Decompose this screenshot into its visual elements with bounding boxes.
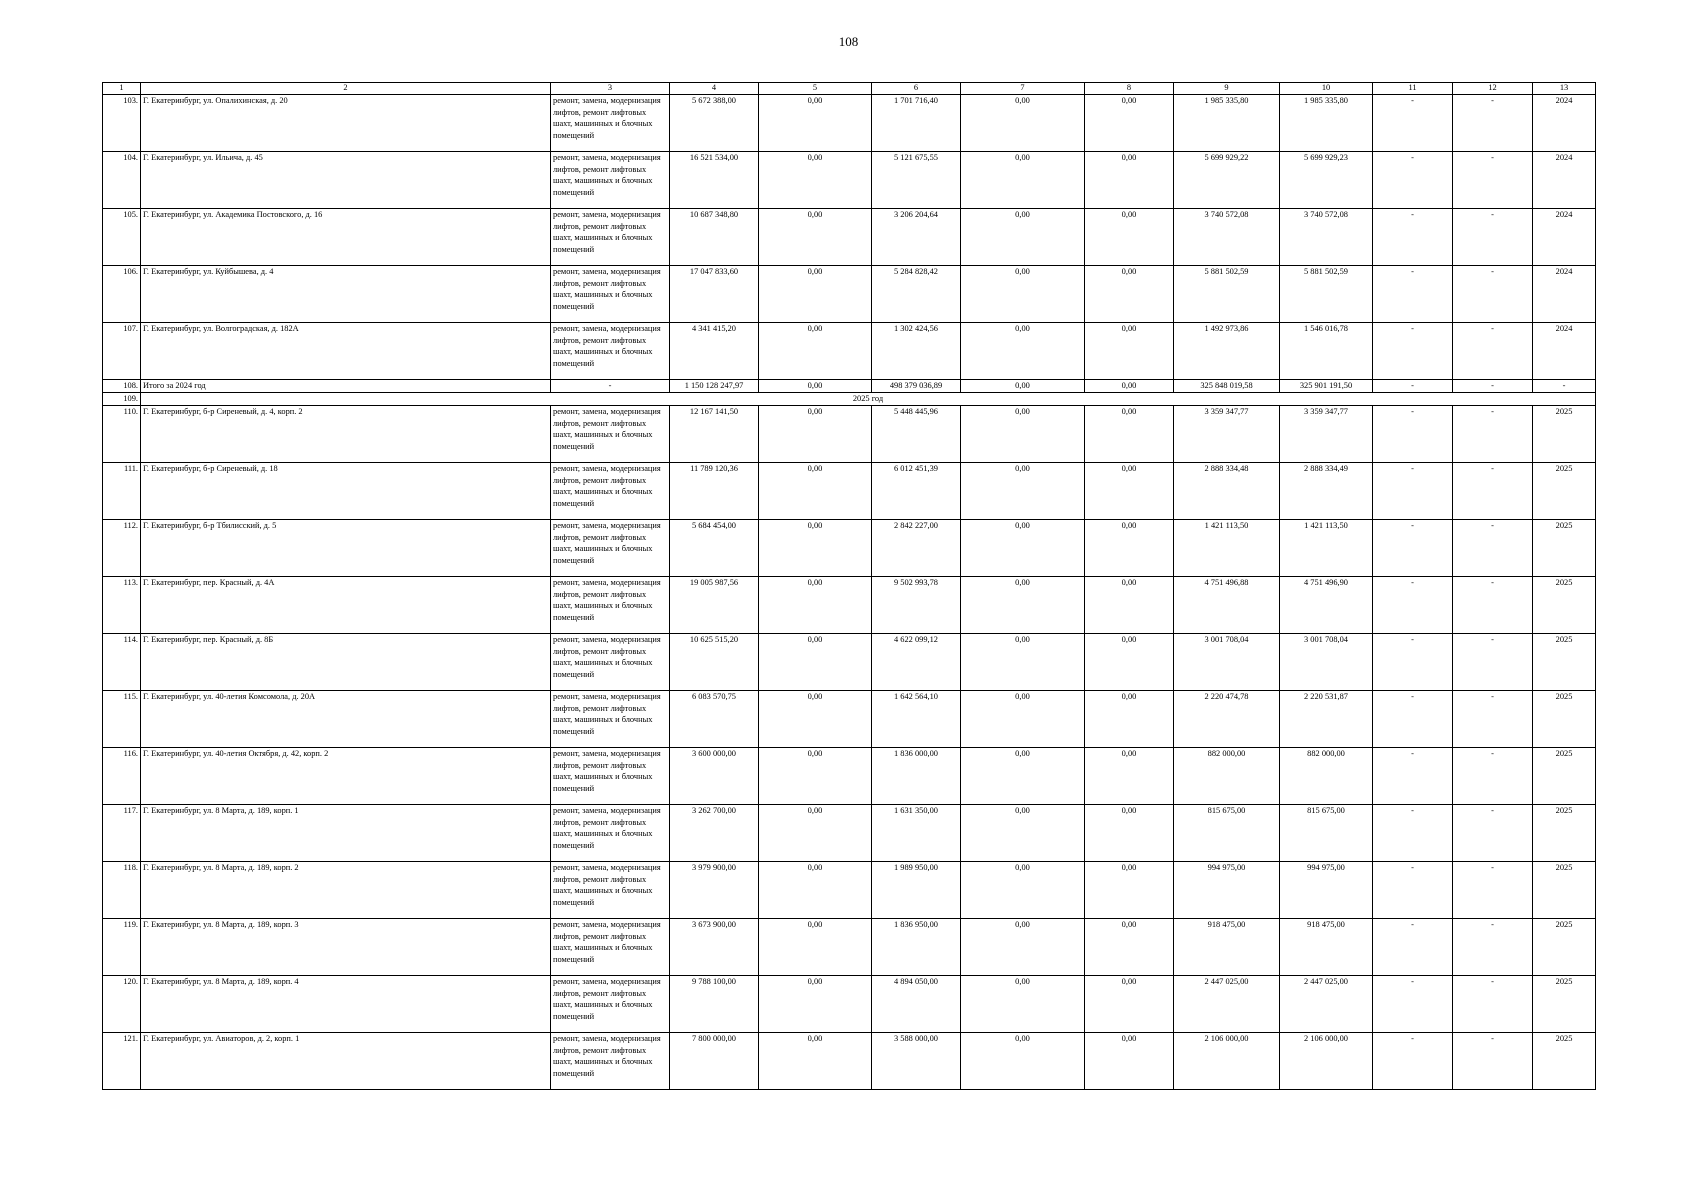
value-cell: - <box>1453 862 1533 919</box>
value-cell: 2 888 334,49 <box>1280 463 1373 520</box>
total-cell: - <box>1373 380 1453 393</box>
work-type-cell: ремонт, замена, модернизация лифтов, ремонт лифтовых шахт, машинных и блочных помещений <box>551 209 670 266</box>
column-header: 8 <box>1085 83 1174 95</box>
row-number: 109. <box>103 393 141 406</box>
year-cell: 2025 <box>1533 577 1596 634</box>
address-cell: Г. Екатеринбург, ул. Академика Постовского, д. 16 <box>141 209 551 266</box>
value-cell: 2 220 531,87 <box>1280 691 1373 748</box>
year-cell: 2025 <box>1533 976 1596 1033</box>
cost-total-cell: 3 600 000,00 <box>670 748 759 805</box>
value-cell: 918 475,00 <box>1174 919 1280 976</box>
value-cell: - <box>1373 976 1453 1033</box>
value-cell: 3 206 204,64 <box>872 209 961 266</box>
row-number: 115. <box>103 691 141 748</box>
value-cell: 815 675,00 <box>1174 805 1280 862</box>
rows-2025 <box>103 406 1596 1090</box>
value-cell: - <box>1373 577 1453 634</box>
cost-total-cell: 4 341 415,20 <box>670 323 759 380</box>
value-cell: 1 836 000,00 <box>872 748 961 805</box>
value-cell: 0,00 <box>961 976 1085 1033</box>
row-number: 106. <box>103 266 141 323</box>
value-cell: 0,00 <box>1085 323 1174 380</box>
value-cell: 5 121 675,55 <box>872 152 961 209</box>
year-cell: 2025 <box>1533 406 1596 463</box>
total-cell: 325 848 019,58 <box>1174 380 1280 393</box>
address-cell: Г. Екатеринбург, ул. 8 Марта, д. 189, корп. 4 <box>141 976 551 1033</box>
table-row <box>103 577 1596 634</box>
value-cell: - <box>1453 691 1533 748</box>
value-cell: 0,00 <box>961 323 1085 380</box>
table-row <box>103 323 1596 380</box>
total-work-type: - <box>551 380 670 393</box>
table-row <box>103 520 1596 577</box>
address-cell: Г. Екатеринбург, ул. Куйбышева, д. 4 <box>141 266 551 323</box>
value-cell: 0,00 <box>759 95 872 152</box>
value-cell: - <box>1453 266 1533 323</box>
value-cell: 9 502 993,78 <box>872 577 961 634</box>
year-cell: 2025 <box>1533 463 1596 520</box>
value-cell: 918 475,00 <box>1280 919 1373 976</box>
value-cell: 0,00 <box>759 748 872 805</box>
value-cell: - <box>1373 919 1453 976</box>
work-type-cell: ремонт, замена, модернизация лифтов, ремонт лифтовых шахт, машинных и блочных помещений <box>551 691 670 748</box>
total-cell: 0,00 <box>961 380 1085 393</box>
table-row <box>103 862 1596 919</box>
row-number: 118. <box>103 862 141 919</box>
column-header: 6 <box>872 83 961 95</box>
value-cell: 2 220 474,78 <box>1174 691 1280 748</box>
value-cell: - <box>1453 919 1533 976</box>
value-cell: 1 836 950,00 <box>872 919 961 976</box>
cost-total-cell: 5 684 454,00 <box>670 520 759 577</box>
value-cell: 1 642 564,10 <box>872 691 961 748</box>
value-cell: 3 001 708,04 <box>1174 634 1280 691</box>
value-cell: 1 421 113,50 <box>1174 520 1280 577</box>
value-cell: - <box>1453 1033 1533 1090</box>
value-cell: 5 284 828,42 <box>872 266 961 323</box>
value-cell: 3 359 347,77 <box>1174 406 1280 463</box>
value-cell: 882 000,00 <box>1280 748 1373 805</box>
row-number: 105. <box>103 209 141 266</box>
value-cell: 6 012 451,39 <box>872 463 961 520</box>
value-cell: 5 448 445,96 <box>872 406 961 463</box>
row-number: 119. <box>103 919 141 976</box>
value-cell: 0,00 <box>961 266 1085 323</box>
value-cell: - <box>1453 406 1533 463</box>
work-type-cell: ремонт, замена, модернизация лифтов, ремонт лифтовых шахт, машинных и блочных помещений <box>551 919 670 976</box>
row-number: 113. <box>103 577 141 634</box>
value-cell: 0,00 <box>1085 266 1174 323</box>
value-cell: - <box>1373 209 1453 266</box>
work-type-cell: ремонт, замена, модернизация лифтов, ремонт лифтовых шахт, машинных и блочных помещений <box>551 748 670 805</box>
value-cell: - <box>1453 748 1533 805</box>
value-cell: - <box>1373 463 1453 520</box>
value-cell: 994 975,00 <box>1280 862 1373 919</box>
value-cell: 3 359 347,77 <box>1280 406 1373 463</box>
cost-total-cell: 5 672 388,00 <box>670 95 759 152</box>
page-number: 108 <box>838 34 859 49</box>
work-type-cell: ремонт, замена, модернизация лифтов, ремонт лифтовых шахт, машинных и блочных помещений <box>551 805 670 862</box>
work-type-cell: ремонт, замена, модернизация лифтов, ремонт лифтовых шахт, машинных и блочных помещений <box>551 152 670 209</box>
value-cell: - <box>1453 805 1533 862</box>
address-cell: Г. Екатеринбург, ул. Опалихинская, д. 20 <box>141 95 551 152</box>
row-number: 103. <box>103 95 141 152</box>
table-row <box>103 209 1596 266</box>
value-cell: 815 675,00 <box>1280 805 1373 862</box>
value-cell: - <box>1453 463 1533 520</box>
value-cell: 1 492 973,86 <box>1174 323 1280 380</box>
table-row <box>103 691 1596 748</box>
work-type-cell: ремонт, замена, модернизация лифтов, ремонт лифтовых шахт, машинных и блочных помещений <box>551 463 670 520</box>
value-cell: 0,00 <box>961 862 1085 919</box>
value-cell: 0,00 <box>961 634 1085 691</box>
year-cell: 2025 <box>1533 748 1596 805</box>
work-type-cell: ремонт, замена, модернизация лифтов, ремонт лифтовых шахт, машинных и блочных помещений <box>551 634 670 691</box>
year-cell: 2025 <box>1533 691 1596 748</box>
value-cell: 0,00 <box>1085 691 1174 748</box>
year-section-label: 2025 год <box>141 393 1596 406</box>
value-cell: 0,00 <box>759 1033 872 1090</box>
value-cell: 2 106 000,00 <box>1280 1033 1373 1090</box>
value-cell: 0,00 <box>961 95 1085 152</box>
value-cell: 0,00 <box>759 520 872 577</box>
value-cell: - <box>1453 577 1533 634</box>
value-cell: 5 699 929,22 <box>1174 152 1280 209</box>
value-cell: 0,00 <box>759 919 872 976</box>
value-cell: 0,00 <box>759 406 872 463</box>
value-cell: 0,00 <box>961 691 1085 748</box>
value-cell: 1 989 950,00 <box>872 862 961 919</box>
work-type-cell: ремонт, замена, модернизация лифтов, ремонт лифтовых шахт, машинных и блочных помещений <box>551 862 670 919</box>
cost-total-cell: 11 789 120,36 <box>670 463 759 520</box>
column-header: 7 <box>961 83 1085 95</box>
value-cell: 0,00 <box>961 919 1085 976</box>
value-cell: 4 751 496,88 <box>1174 577 1280 634</box>
value-cell: 0,00 <box>759 323 872 380</box>
address-cell: Г. Екатеринбург, ул. 8 Марта, д. 189, корп. 3 <box>141 919 551 976</box>
value-cell: 0,00 <box>759 691 872 748</box>
address-cell: Г. Екатеринбург, б-р Тбилисский, д. 5 <box>141 520 551 577</box>
value-cell: 1 631 350,00 <box>872 805 961 862</box>
address-cell: Г. Екатеринбург, пер. Красный, д. 8Б <box>141 634 551 691</box>
value-cell: 2 106 000,00 <box>1174 1033 1280 1090</box>
value-cell: 0,00 <box>1085 577 1174 634</box>
value-cell: 0,00 <box>961 463 1085 520</box>
value-cell: 2 888 334,48 <box>1174 463 1280 520</box>
value-cell: 0,00 <box>759 152 872 209</box>
value-cell: 2 447 025,00 <box>1174 976 1280 1033</box>
total-cell: 0,00 <box>1085 380 1174 393</box>
column-header: 9 <box>1174 83 1280 95</box>
table-row <box>103 919 1596 976</box>
value-cell: 0,00 <box>1085 520 1174 577</box>
value-cell: 3 001 708,04 <box>1280 634 1373 691</box>
total-2024-section <box>103 380 1596 406</box>
row-number: 114. <box>103 634 141 691</box>
row-number: 120. <box>103 976 141 1033</box>
total-label: Итого за 2024 год <box>141 380 551 393</box>
column-header: 12 <box>1453 83 1533 95</box>
year-cell: 2024 <box>1533 152 1596 209</box>
row-number: 116. <box>103 748 141 805</box>
value-cell: 5 881 502,59 <box>1174 266 1280 323</box>
column-header: 13 <box>1533 83 1596 95</box>
total-cell: 498 379 036,89 <box>872 380 961 393</box>
total-cell: 1 150 128 247,97 <box>670 380 759 393</box>
work-type-cell: ремонт, замена, модернизация лифтов, ремонт лифтовых шахт, машинных и блочных помещений <box>551 1033 670 1090</box>
year-cell: 2025 <box>1533 919 1596 976</box>
total-row <box>103 380 1596 393</box>
value-cell: 1 302 424,56 <box>872 323 961 380</box>
value-cell: 0,00 <box>759 634 872 691</box>
table-row <box>103 406 1596 463</box>
column-header: 3 <box>551 83 670 95</box>
column-header: 11 <box>1373 83 1453 95</box>
value-cell: 4 622 099,12 <box>872 634 961 691</box>
year-cell: 2025 <box>1533 862 1596 919</box>
table-row <box>103 1033 1596 1090</box>
value-cell: 0,00 <box>961 152 1085 209</box>
table-row <box>103 463 1596 520</box>
value-cell: 0,00 <box>759 266 872 323</box>
year-cell: 2024 <box>1533 95 1596 152</box>
table-row <box>103 95 1596 152</box>
column-header: 2 <box>141 83 551 95</box>
year-section-row <box>103 393 1596 406</box>
value-cell: - <box>1373 1033 1453 1090</box>
value-cell: - <box>1453 152 1533 209</box>
value-cell: 0,00 <box>1085 919 1174 976</box>
value-cell: - <box>1453 209 1533 266</box>
table-row <box>103 152 1596 209</box>
value-cell: - <box>1373 406 1453 463</box>
work-type-cell: ремонт, замена, модернизация лифтов, ремонт лифтовых шахт, машинных и блочных помещений <box>551 577 670 634</box>
column-header: 10 <box>1280 83 1373 95</box>
year-cell: 2025 <box>1533 805 1596 862</box>
value-cell: 0,00 <box>759 577 872 634</box>
value-cell: 0,00 <box>961 805 1085 862</box>
address-cell: Г. Екатеринбург, б-р Сиреневый, д. 18 <box>141 463 551 520</box>
address-cell: Г. Екатеринбург, ул. 8 Марта, д. 189, корп. 1 <box>141 805 551 862</box>
address-cell: Г. Екатеринбург, ул. Волгоградская, д. 182А <box>141 323 551 380</box>
value-cell: 0,00 <box>1085 634 1174 691</box>
value-cell: 3 740 572,08 <box>1174 209 1280 266</box>
value-cell: 2 447 025,00 <box>1280 976 1373 1033</box>
value-cell: - <box>1373 805 1453 862</box>
value-cell: 0,00 <box>1085 463 1174 520</box>
value-cell: 4 751 496,90 <box>1280 577 1373 634</box>
row-number: 121. <box>103 1033 141 1090</box>
value-cell: 0,00 <box>1085 976 1174 1033</box>
value-cell: 0,00 <box>759 463 872 520</box>
table-row <box>103 805 1596 862</box>
value-cell: 1 421 113,50 <box>1280 520 1373 577</box>
work-type-cell: ремонт, замена, модернизация лифтов, ремонт лифтовых шахт, машинных и блочных помещений <box>551 976 670 1033</box>
cost-total-cell: 19 005 987,56 <box>670 577 759 634</box>
capital-repair-table <box>102 82 1596 1090</box>
row-number: 108. <box>103 380 141 393</box>
value-cell: 0,00 <box>1085 209 1174 266</box>
row-number: 111. <box>103 463 141 520</box>
total-cell: - <box>1453 380 1533 393</box>
value-cell: 0,00 <box>759 209 872 266</box>
total-cell: 325 901 191,50 <box>1280 380 1373 393</box>
row-number: 107. <box>103 323 141 380</box>
value-cell: 1 985 335,80 <box>1280 95 1373 152</box>
value-cell: - <box>1453 95 1533 152</box>
column-header: 4 <box>670 83 759 95</box>
year-cell: 2025 <box>1533 634 1596 691</box>
value-cell: 0,00 <box>1085 748 1174 805</box>
value-cell: 0,00 <box>1085 862 1174 919</box>
value-cell: - <box>1373 152 1453 209</box>
value-cell: 0,00 <box>961 748 1085 805</box>
address-cell: Г. Екатеринбург, ул. 8 Марта, д. 189, корп. 2 <box>141 862 551 919</box>
year-cell: 2024 <box>1533 209 1596 266</box>
value-cell: - <box>1373 862 1453 919</box>
table-row <box>103 634 1596 691</box>
cost-total-cell: 6 083 570,75 <box>670 691 759 748</box>
value-cell: 0,00 <box>759 805 872 862</box>
cost-total-cell: 9 788 100,00 <box>670 976 759 1033</box>
value-cell: 994 975,00 <box>1174 862 1280 919</box>
value-cell: 882 000,00 <box>1174 748 1280 805</box>
value-cell: 1 546 016,78 <box>1280 323 1373 380</box>
row-number: 112. <box>103 520 141 577</box>
cost-total-cell: 3 262 700,00 <box>670 805 759 862</box>
row-number: 104. <box>103 152 141 209</box>
address-cell: Г. Екатеринбург, ул. Авиаторов, д. 2, корп. 1 <box>141 1033 551 1090</box>
value-cell: - <box>1373 323 1453 380</box>
value-cell: - <box>1373 691 1453 748</box>
cost-total-cell: 7 800 000,00 <box>670 1033 759 1090</box>
work-type-cell: ремонт, замена, модернизация лифтов, ремонт лифтовых шахт, машинных и блочных помещений <box>551 520 670 577</box>
column-header: 5 <box>759 83 872 95</box>
column-header: 1 <box>103 83 141 95</box>
year-cell: 2025 <box>1533 1033 1596 1090</box>
year-cell: 2024 <box>1533 323 1596 380</box>
total-cell: - <box>1533 380 1596 393</box>
row-number: 110. <box>103 406 141 463</box>
cost-total-cell: 3 979 900,00 <box>670 862 759 919</box>
value-cell: - <box>1453 634 1533 691</box>
value-cell: - <box>1373 520 1453 577</box>
cost-total-cell: 12 167 141,50 <box>670 406 759 463</box>
cost-total-cell: 10 625 515,20 <box>670 634 759 691</box>
value-cell: 0,00 <box>961 577 1085 634</box>
row-number: 117. <box>103 805 141 862</box>
value-cell: 0,00 <box>961 406 1085 463</box>
rows-2024 <box>103 95 1596 380</box>
address-cell: Г. Екатеринбург, ул. 40-летия Комсомола, д. 20А <box>141 691 551 748</box>
value-cell: 3 588 000,00 <box>872 1033 961 1090</box>
address-cell: Г. Екатеринбург, ул. 40-летия Октября, д. 42, корп. 2 <box>141 748 551 805</box>
value-cell: 0,00 <box>759 862 872 919</box>
value-cell: 0,00 <box>1085 805 1174 862</box>
value-cell: - <box>1373 748 1453 805</box>
work-type-cell: ремонт, замена, модернизация лифтов, ремонт лифтовых шахт, машинных и блочных помещений <box>551 406 670 463</box>
value-cell: 0,00 <box>1085 95 1174 152</box>
value-cell: 4 894 050,00 <box>872 976 961 1033</box>
year-cell: 2024 <box>1533 266 1596 323</box>
cost-total-cell: 17 047 833,60 <box>670 266 759 323</box>
year-cell: 2025 <box>1533 520 1596 577</box>
table-row <box>103 976 1596 1033</box>
total-cell: 0,00 <box>759 380 872 393</box>
value-cell: 5 881 502,59 <box>1280 266 1373 323</box>
value-cell: 0,00 <box>961 209 1085 266</box>
address-cell: Г. Екатеринбург, пер. Красный, д. 4А <box>141 577 551 634</box>
cost-total-cell: 3 673 900,00 <box>670 919 759 976</box>
value-cell: - <box>1453 976 1533 1033</box>
value-cell: - <box>1373 634 1453 691</box>
address-cell: Г. Екатеринбург, б-р Сиреневый, д. 4, корп. 2 <box>141 406 551 463</box>
value-cell: - <box>1453 323 1533 380</box>
value-cell: 1 701 716,40 <box>872 95 961 152</box>
work-type-cell: ремонт, замена, модернизация лифтов, ремонт лифтовых шахт, машинных и блочных помещений <box>551 95 670 152</box>
address-cell: Г. Екатеринбург, ул. Ильича, д. 45 <box>141 152 551 209</box>
table-row <box>103 748 1596 805</box>
value-cell: 0,00 <box>961 520 1085 577</box>
work-type-cell: ремонт, замена, модернизация лифтов, ремонт лифтовых шахт, машинных и блочных помещений <box>551 323 670 380</box>
value-cell: 0,00 <box>1085 1033 1174 1090</box>
table-row <box>103 266 1596 323</box>
value-cell: - <box>1373 266 1453 323</box>
value-cell: 0,00 <box>961 1033 1085 1090</box>
value-cell: 0,00 <box>759 976 872 1033</box>
value-cell: 3 740 572,08 <box>1280 209 1373 266</box>
value-cell: 1 985 335,80 <box>1174 95 1280 152</box>
value-cell: - <box>1453 520 1533 577</box>
value-cell: 0,00 <box>1085 406 1174 463</box>
value-cell: 0,00 <box>1085 152 1174 209</box>
column-number-header <box>103 83 1596 95</box>
value-cell: - <box>1373 95 1453 152</box>
value-cell: 2 842 227,00 <box>872 520 961 577</box>
value-cell: 5 699 929,23 <box>1280 152 1373 209</box>
cost-total-cell: 16 521 534,00 <box>670 152 759 209</box>
cost-total-cell: 10 687 348,80 <box>670 209 759 266</box>
work-type-cell: ремонт, замена, модернизация лифтов, ремонт лифтовых шахт, машинных и блочных помещений <box>551 266 670 323</box>
